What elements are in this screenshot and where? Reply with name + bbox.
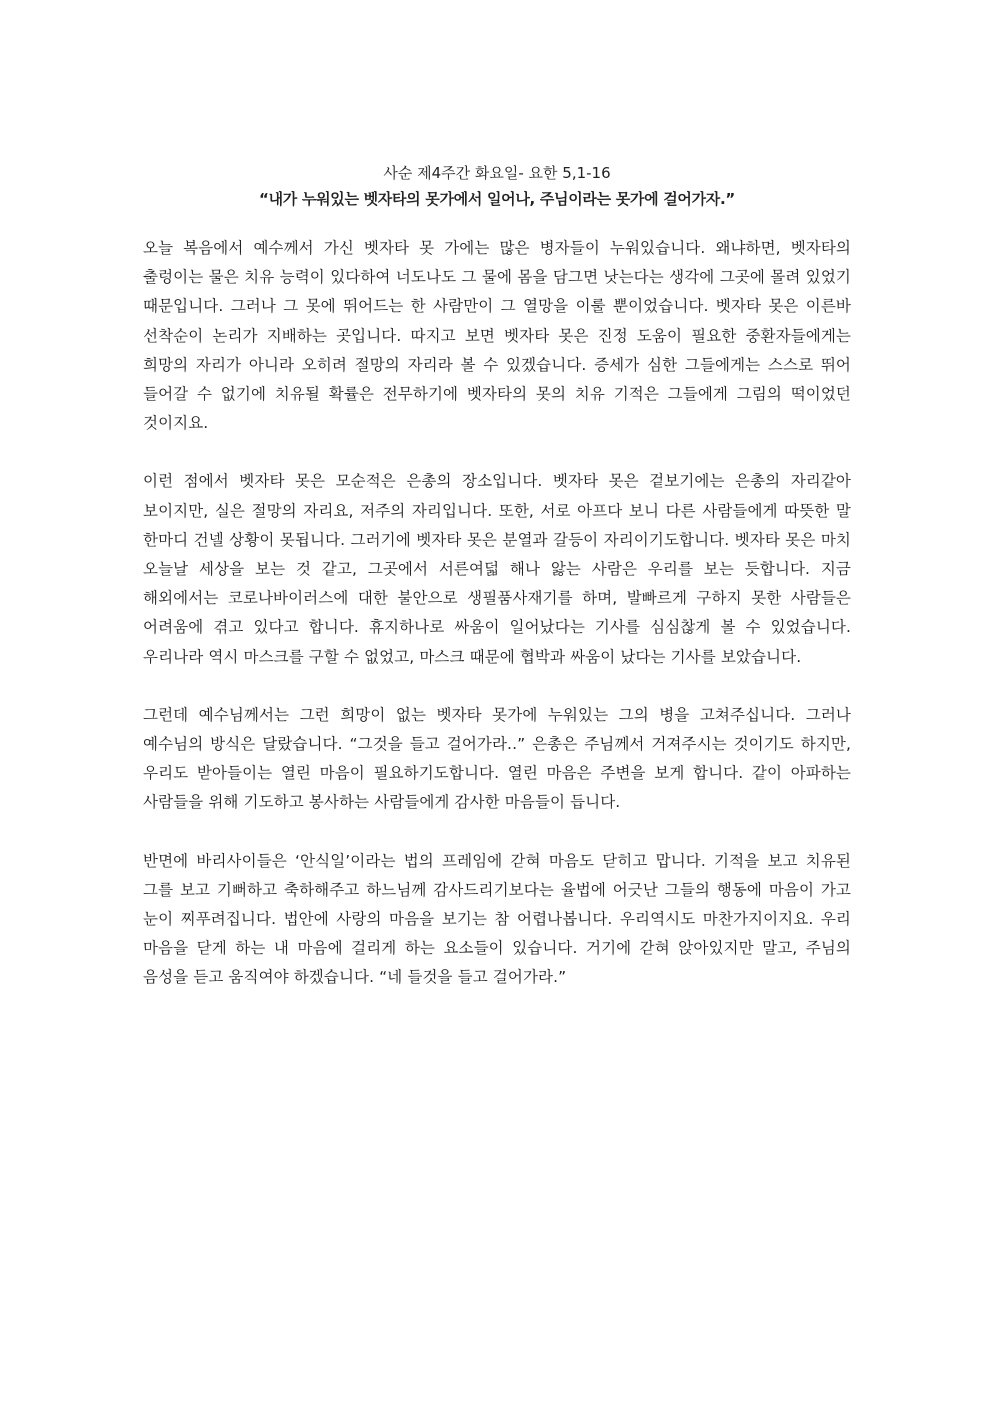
- document-subtitle: 사순 제4주간 화요일- 요한 5,1-16: [383, 164, 611, 182]
- document-body: [143, 234, 851, 993]
- paragraph: 이런 점에서 벳자타 못은 모순적은 은총의 장소입니다. 벳자타 못은 겉보기에는 은총의 자리같아 보이지만, 실은 절망의 자리요, 저주의 자리입니다. 또한, 서로 아프다 보니 다른 사람들에게 따뜻한 말 한마디 건넬 상황이 못됩니다. 그러기에 벳자타 못은 분열과 갈등이 자리이기도합니다. 벳자타 못은 마치 오늘날 세상을 보는 것 같고, 그곳에서 서른여덟 해나 앓는 사람은 우리를 보는 듯합니다. 지금 해외에서는 코로나바이러스에 대한 불안으로 생필품사재기를 하며, 발빠르게 구하지 못한 사람들은 어려움에 겪고 있다고 합니다. 휴지하나로 싸움이 일어났다는 기사를 심심찮게 볼 수 있었습니다. 우리나라 역시 마스크를 구할 수 없었고, 마스크 때문에 협박과 싸움이 났다는 기사를 보았습니다.: [143, 472, 851, 666]
- document-page: [143, 160, 851, 1022]
- paragraph: 그런데 예수님께서는 그런 희망이 없는 벳자타 못가에 누워있는 그의 병을 고쳐주십니다. 그러나 예수님의 방식은 달랐습니다. “그것을 들고 걸어가라..” 은총은 주님께서 거져주시는 것이기도 하지만, 우리도 받아들이는 열린 마음이 필요하기도합니다. 열린 마음은 주변을 보게 합니다. 같이 아파하는 사람들을 위해 기도하고 봉사하는 사람들에게 감사한 마음들이 듭니다.: [143, 705, 851, 812]
- paragraph: 오늘 복음에서 예수께서 가신 벳자타 못 가에는 많은 병자들이 누워있습니다. 왜냐하면, 벳자타의 출렁이는 물은 치유 능력이 있다하여 너도나도 그 물에 몸을 담그면 낫는다는 생각에 그곳에 몰려 있었기 때문입니다. 그러나 그 못에 뛰어드는 한 사람만이 그 열망을 이룰 뿐이었습니다. 벳자타 못은 이른바 선착순이 논리가 지배하는 곳입니다. 따지고 보면 벳자타 못은 진정 도움이 필요한 중환자들에게는 희망의 자리가 아니라 오히려 절망의 자리라 볼 수 있겠습니다. 증세가 심한 그들에게는 스스로 뛰어 들어갈 수 없기에 치유될 확률은 전무하기에 벳자타의 못의 치유 기적은 그들에게 그림의 떡이었던 것이지요.: [143, 239, 851, 433]
- document-header: [143, 160, 851, 212]
- paragraph: 반면에 바리사이들은 ‘안식일’이라는 법의 프레임에 갇혀 마음도 닫히고 맙니다. 기적을 보고 치유된 그를 보고 기뻐하고 축하해주고 하느님께 감사드리기보다는 율법에 어긋난 그들의 행동에 마음이 가고 눈이 찌푸려집니다. 법안에 사랑의 마음을 보기는 참 어렵나봅니다. 우리역시도 마찬가지이지요. 우리 마음을 닫게 하는 내 마음에 걸리게 하는 요소들이 있습니다. 거기에 갇혀 앉아있지만 말고, 주님의 음성을 듣고 움직여야 하겠습니다. “네 들것을 들고 걸어가라.”: [143, 851, 851, 987]
- document-title: “내가 누워있는 벳자타의 못가에서 일어나, 주님이라는 못가에 걸어가자.”: [259, 190, 735, 208]
